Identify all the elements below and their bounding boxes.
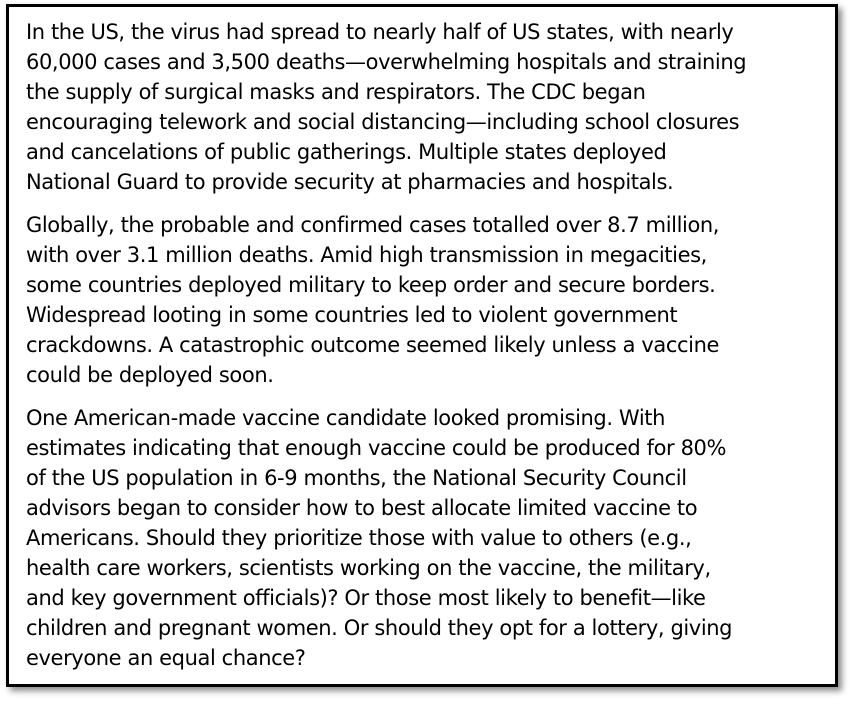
paragraph-us-spread: In the US, the virus had spread to nearly half of US states, with nearly 60,000 cases and 3,500 deaths—overwhelming hospitals and straining the supply of surgical masks and respirators. The CDC began encouraging telework and social distancing—including school closures and cancelations of public gatherings. Multiple states deployed National Guard to provide security at pharmacies and hospitals. <box>26 20 747 194</box>
paragraph-vaccine-allocation: One American-made vaccine candidate looked promising. With estimates indicating that enough vaccine could be produced for 80% of the US population in 6-9 months, the National Security Council advisors began to consider how to best allocate limited vaccine to Americans. Should they prioritize those with value to others (e.g., health care workers, scientists working on the vaccine, the military, and key government officials)? Or those most likely to benefit—like children and pregnant women. Or should they opt for a lottery, giving everyone an equal chance? <box>26 406 733 670</box>
paragraph-global-cases: Globally, the probable and confirmed cases totalled over 8.7 million, with over 3.1 million deaths. Amid high transmission in megacities, some countries deployed military to keep order and secure borders. Widespread looting in some countries led to violent government crackdowns. A catastrophic outcome seemed likely unless a vaccine could be deployed soon. <box>26 213 720 387</box>
document-box <box>6 4 838 687</box>
document-text <box>26 17 826 673</box>
